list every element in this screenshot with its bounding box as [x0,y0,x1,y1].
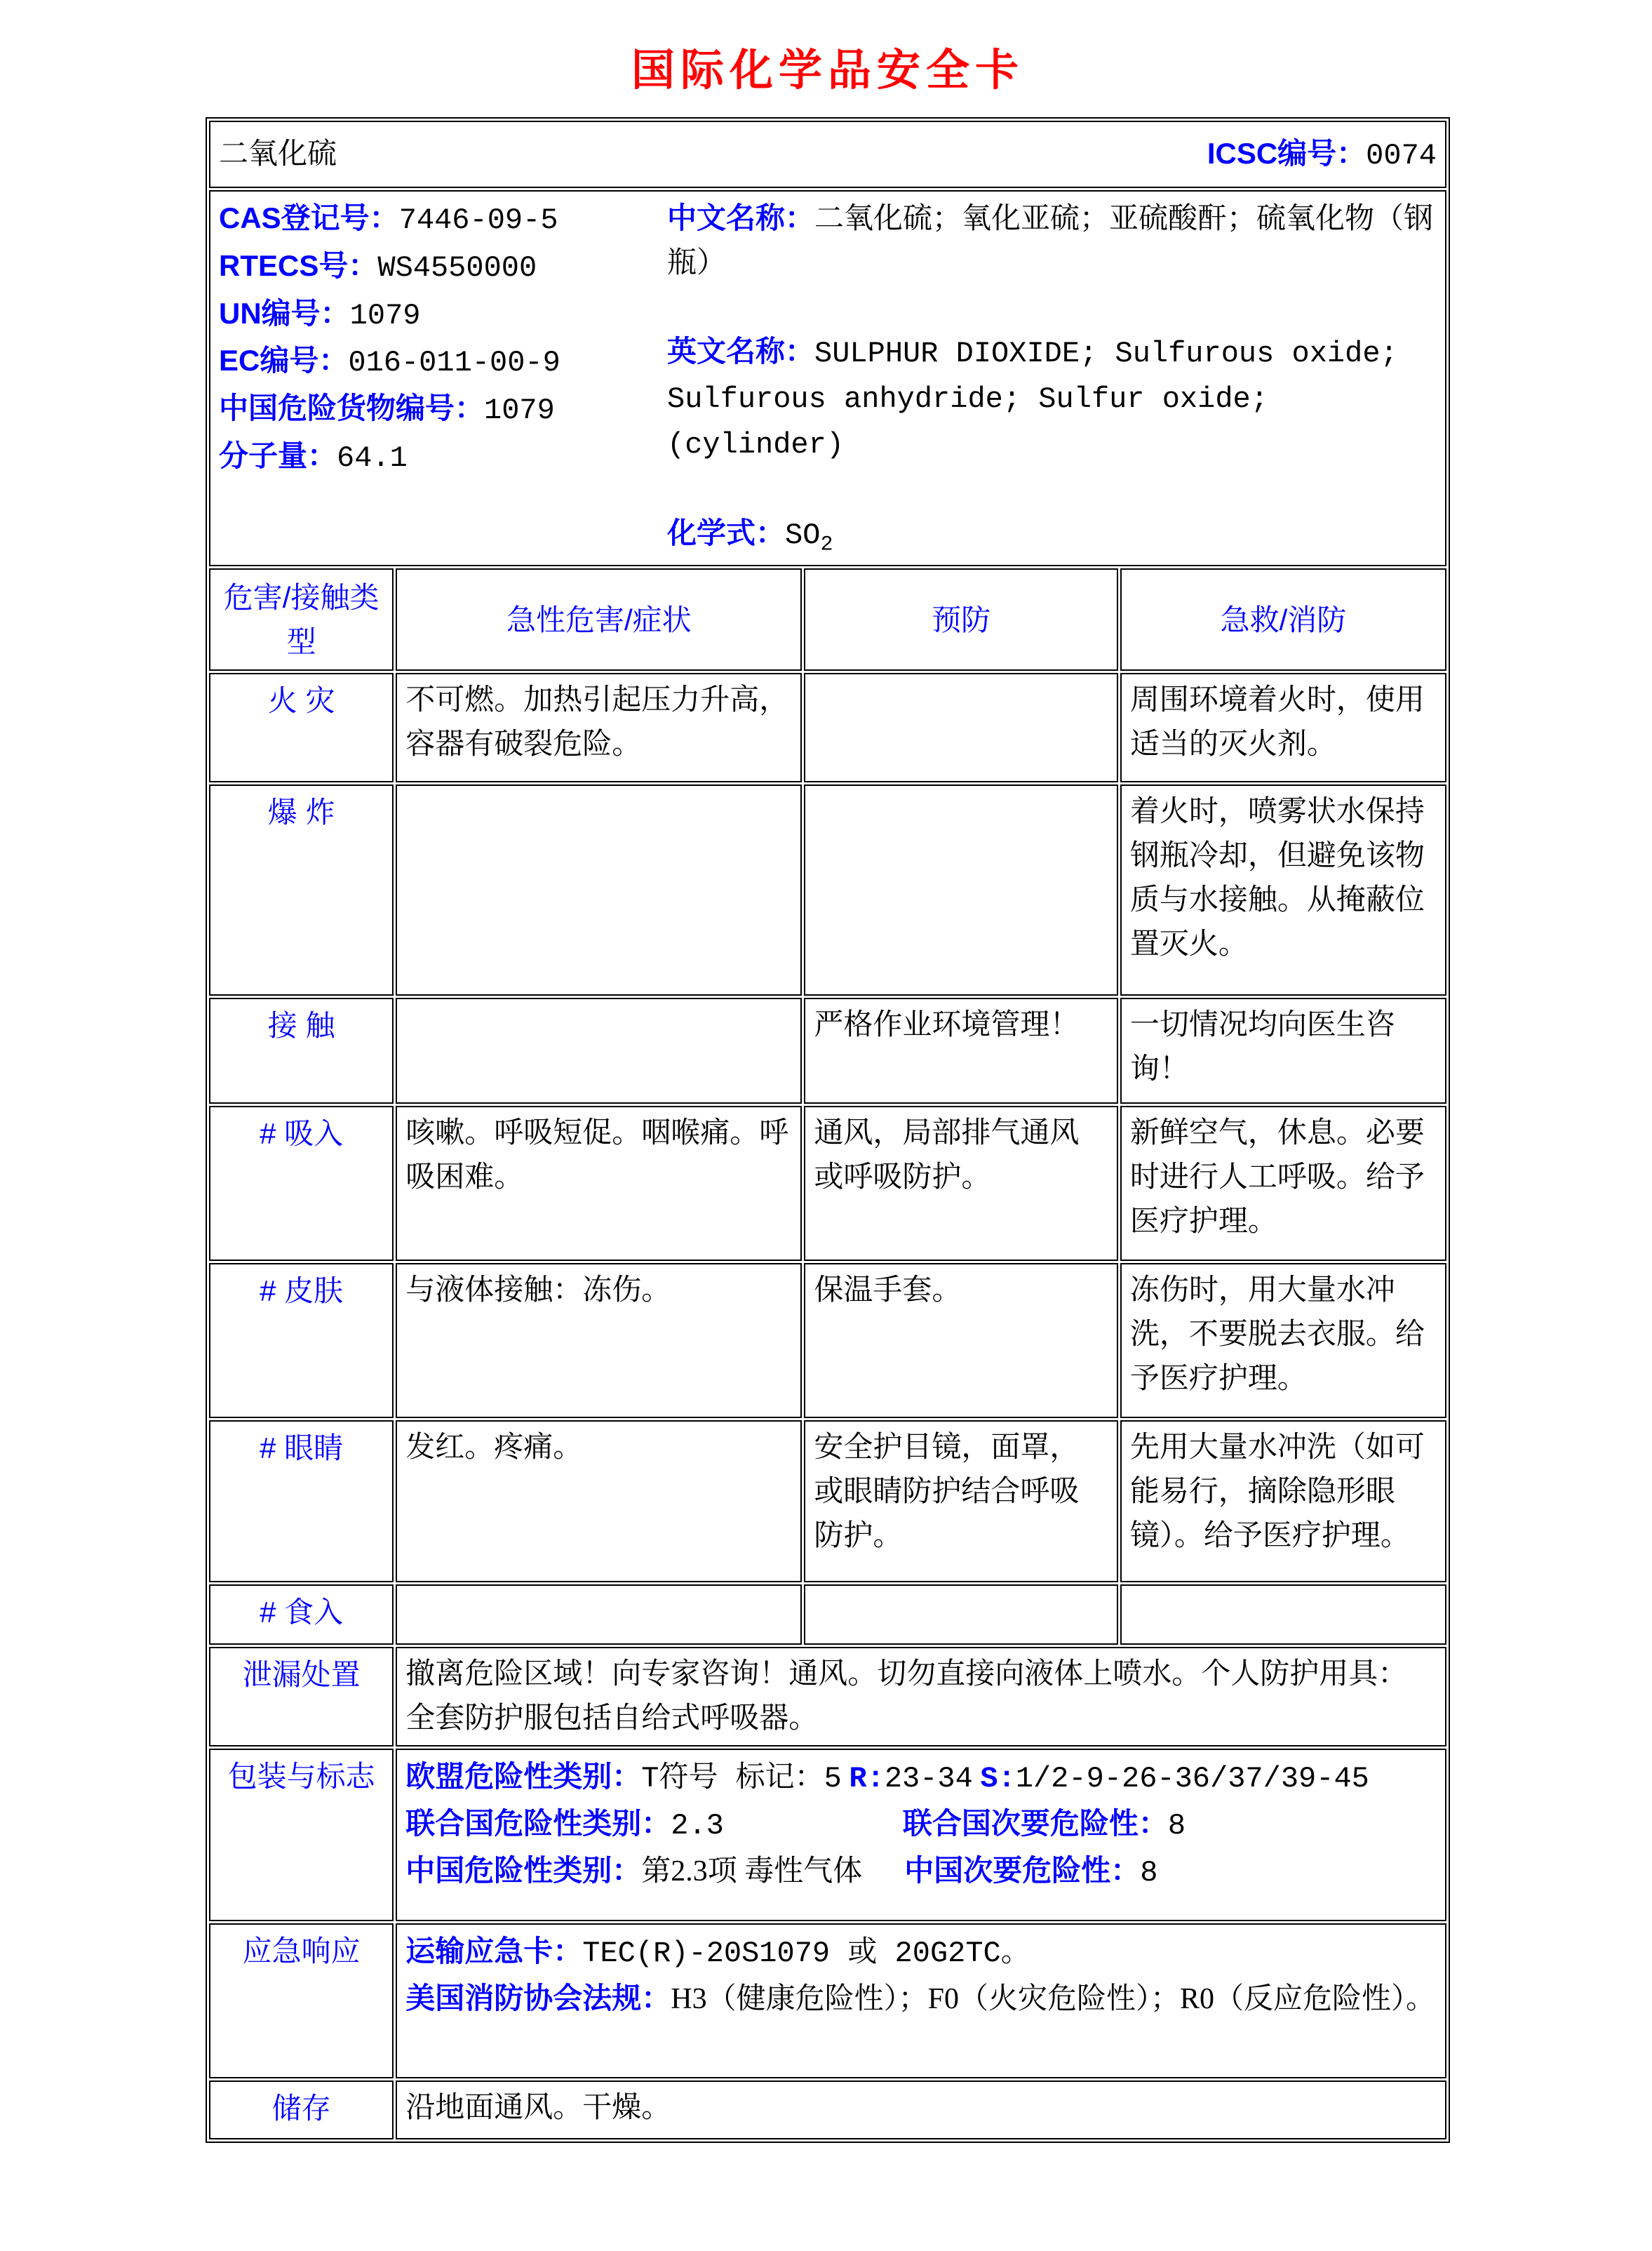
hazard-row-ingestion [209,1584,1446,1645]
row-label-inhalation: # 吸入 [209,1106,394,1261]
rtecs-number-line [219,243,657,291]
china-dg-number-line [219,386,657,434]
explosion-prevention [804,784,1118,996]
chemical-formula-subscript: 2 [820,533,833,557]
china-dg-number-label: 中国危险货物编号： [219,392,485,425]
nfpa-code-value: H3（健康危险性）；F0（火灾危险性）；R0（反应危险性）。 [671,1983,1435,2016]
icsc-number-group [1207,131,1437,178]
ec-number-value: 016-011-00-9 [348,346,560,380]
china-dg-number-value: 1079 [484,394,555,428]
inhalation-firstaid: 新鲜空气，休息。必要时进行人工呼吸。给予医疗护理。 [1120,1106,1446,1261]
explosion-symptoms [396,784,802,996]
chinese-name-label: 中文名称： [667,201,815,234]
s-phrases-value: 1/2-9-26-36/37/39-45 [1015,1762,1369,1796]
emergency-response-content [396,1923,1446,2078]
identification-row [209,190,1446,566]
ec-number-label: EC编号： [219,344,349,378]
un-subsidiary-risk-value: 8 [1167,1809,1186,1843]
chemical-formula-block [667,511,1437,561]
nfpa-code-label: 美国消防协会法规： [405,1982,671,2015]
row-label-ingestion: # 食入 [209,1584,394,1645]
row-label-skin: # 皮肤 [209,1263,394,1418]
icsc-card-table [206,117,1450,2143]
spill-disposal-text: 撤离危险区域！向专家咨询！通风。切勿直接向液体上喷水。个人防护用具：全套防护服包括自给式呼吸器。 [396,1647,1446,1746]
china-hazard-class-line [405,1848,1437,1895]
row-label-explosion: 爆 炸 [209,784,394,996]
chemical-formula-base: SO [785,519,821,552]
packaging-labelling-row [209,1749,1446,1921]
icsc-number-label: ICSC编号： [1207,136,1366,170]
un-hazard-class-value: 2.3 [671,1809,724,1843]
hazard-row-explosion [209,784,1446,996]
row-label-emergency-response: 应急响应 [209,1923,394,2078]
eu-hazard-class-line [405,1754,1437,1801]
molecular-weight-label: 分子量： [219,439,337,473]
cas-number-value: 7446-09-5 [398,203,558,237]
china-subsidiary-risk-value: 8 [1140,1856,1158,1890]
fire-firstaid: 周围环境着火时，使用适当的灭火剂。 [1120,673,1446,782]
transport-emergency-card-value: TEC(R)-20S1079 或 20G2TC。 [582,1937,1030,1971]
hazard-row-fire [209,673,1446,782]
china-hazard-class-label: 中国危险性类别： [405,1854,642,1888]
storage-row [209,2080,1446,2139]
identifier-list [219,196,657,561]
substance-name: 二氧化硫 [219,138,337,171]
ingestion-firstaid [1120,1584,1446,1645]
s-phrases-label: S: [980,1762,1016,1796]
ec-number-line [219,338,657,386]
inhalation-symptoms: 咳嗽。呼吸短促。咽喉痛。呼吸困难。 [396,1106,802,1261]
un-number-line [219,291,657,339]
row-label-spill-disposal: 泄漏处置 [209,1647,394,1746]
chinese-name-value: 二氧化硫；氧化亚硫；亚硫酸酐；硫氧化物（钢瓶） [667,203,1434,279]
hazard-row-eyes [209,1420,1446,1582]
substance-header-row [209,121,1446,188]
contact-firstaid: 一切情况均向医生咨询！ [1120,998,1446,1104]
fire-prevention [804,673,1118,782]
cas-number-line [219,196,657,243]
spill-disposal-row [209,1647,1446,1746]
un-number-value: 1079 [349,298,421,333]
un-hazard-class-line [405,1801,1437,1848]
hazard-header-row [209,568,1446,671]
skin-firstaid: 冻伤时，用大量水冲洗，不要脱去衣服。给予医疗护理。 [1120,1263,1446,1418]
page-title: 国际化学品安全卡 [631,46,1024,95]
storage-text: 沿地面通风。干燥。 [396,2080,1446,2139]
ingestion-prevention [804,1584,1118,1645]
column-header-prevention: 预防 [804,568,1118,671]
eyes-symptoms: 发红。疼痛。 [396,1420,802,1582]
r-phrases-value: 23-34 [884,1762,973,1796]
hazard-row-skin [209,1263,1446,1418]
rtecs-number-value: WS4550000 [377,251,537,285]
transport-emergency-card-line [405,1929,1437,1976]
fire-symptoms: 不可燃。加热引起压力升高，容器有破裂危险。 [396,673,802,782]
eyes-firstaid: 先用大量水冲洗（如可能易行，摘除隐形眼镜）。给予医疗护理。 [1120,1420,1446,1582]
china-subsidiary-risk-label: 中国次要危险性： [904,1854,1141,1888]
row-label-storage: 储存 [209,2080,394,2139]
english-name-block [667,329,1437,467]
english-name-value: SULPHUR DIOXIDE; Sulfurous oxide; Sulfurous anhydride; Sulfur oxide; (cylinder) [667,337,1398,462]
contact-symptoms [396,998,802,1104]
column-header-firstaid: 急救/消防 [1120,568,1446,671]
eu-hazard-class-label: 欧盟危险性类别： [405,1760,642,1794]
skin-symptoms: 与液体接触：冻伤。 [396,1263,802,1418]
molecular-weight-value: 64.1 [337,441,408,476]
chinese-name-block [667,196,1437,286]
contact-prevention: 严格作业环境管理！ [804,998,1118,1104]
un-hazard-class-label: 联合国危险性类别： [405,1807,671,1841]
chemical-formula-label: 化学式： [667,516,786,549]
transport-emergency-card-label: 运输应急卡： [405,1935,583,1968]
icsc-number-value: 0074 [1366,138,1437,173]
eyes-prevention: 安全护目镜，面罩，或眼睛防护结合呼吸防护。 [804,1420,1118,1582]
molecular-weight-line [219,434,657,481]
ingestion-symptoms [396,1584,802,1645]
name-list [657,196,1437,561]
row-label-eyes: # 眼睛 [209,1420,394,1582]
column-header-hazard-type: 危害/接触类型 [209,568,394,671]
row-label-fire: 火 灾 [209,673,394,782]
china-hazard-class-value: 第2.3项 毒性气体 [641,1855,863,1888]
rtecs-number-label: RTECS号： [219,248,378,282]
column-header-symptoms: 急性危害/症状 [396,568,802,671]
hazard-row-contact [209,998,1446,1104]
nfpa-code-line [405,1976,1437,2022]
packaging-content [396,1749,1446,1921]
un-number-label: UN编号： [219,296,350,330]
row-label-packaging: 包装与标志 [209,1749,394,1921]
eu-hazard-class-value: T符号 标记：5 [641,1762,842,1796]
cas-number-label: CAS登记号： [219,201,399,234]
row-label-contact: 接 触 [209,998,394,1104]
emergency-response-row [209,1923,1446,2078]
inhalation-prevention: 通风，局部排气通风或呼吸防护。 [804,1106,1118,1261]
hazard-row-inhalation [209,1106,1446,1261]
english-name-label: 英文名称： [667,335,815,368]
r-phrases-label: R: [849,1762,885,1796]
un-subsidiary-risk-label: 联合国次要危险性： [902,1807,1168,1841]
skin-prevention: 保温手套。 [804,1263,1118,1418]
explosion-firstaid: 着火时，喷雾状水保持钢瓶冷却，但避免该物质与水接触。从掩蔽位置灭火。 [1120,784,1446,996]
